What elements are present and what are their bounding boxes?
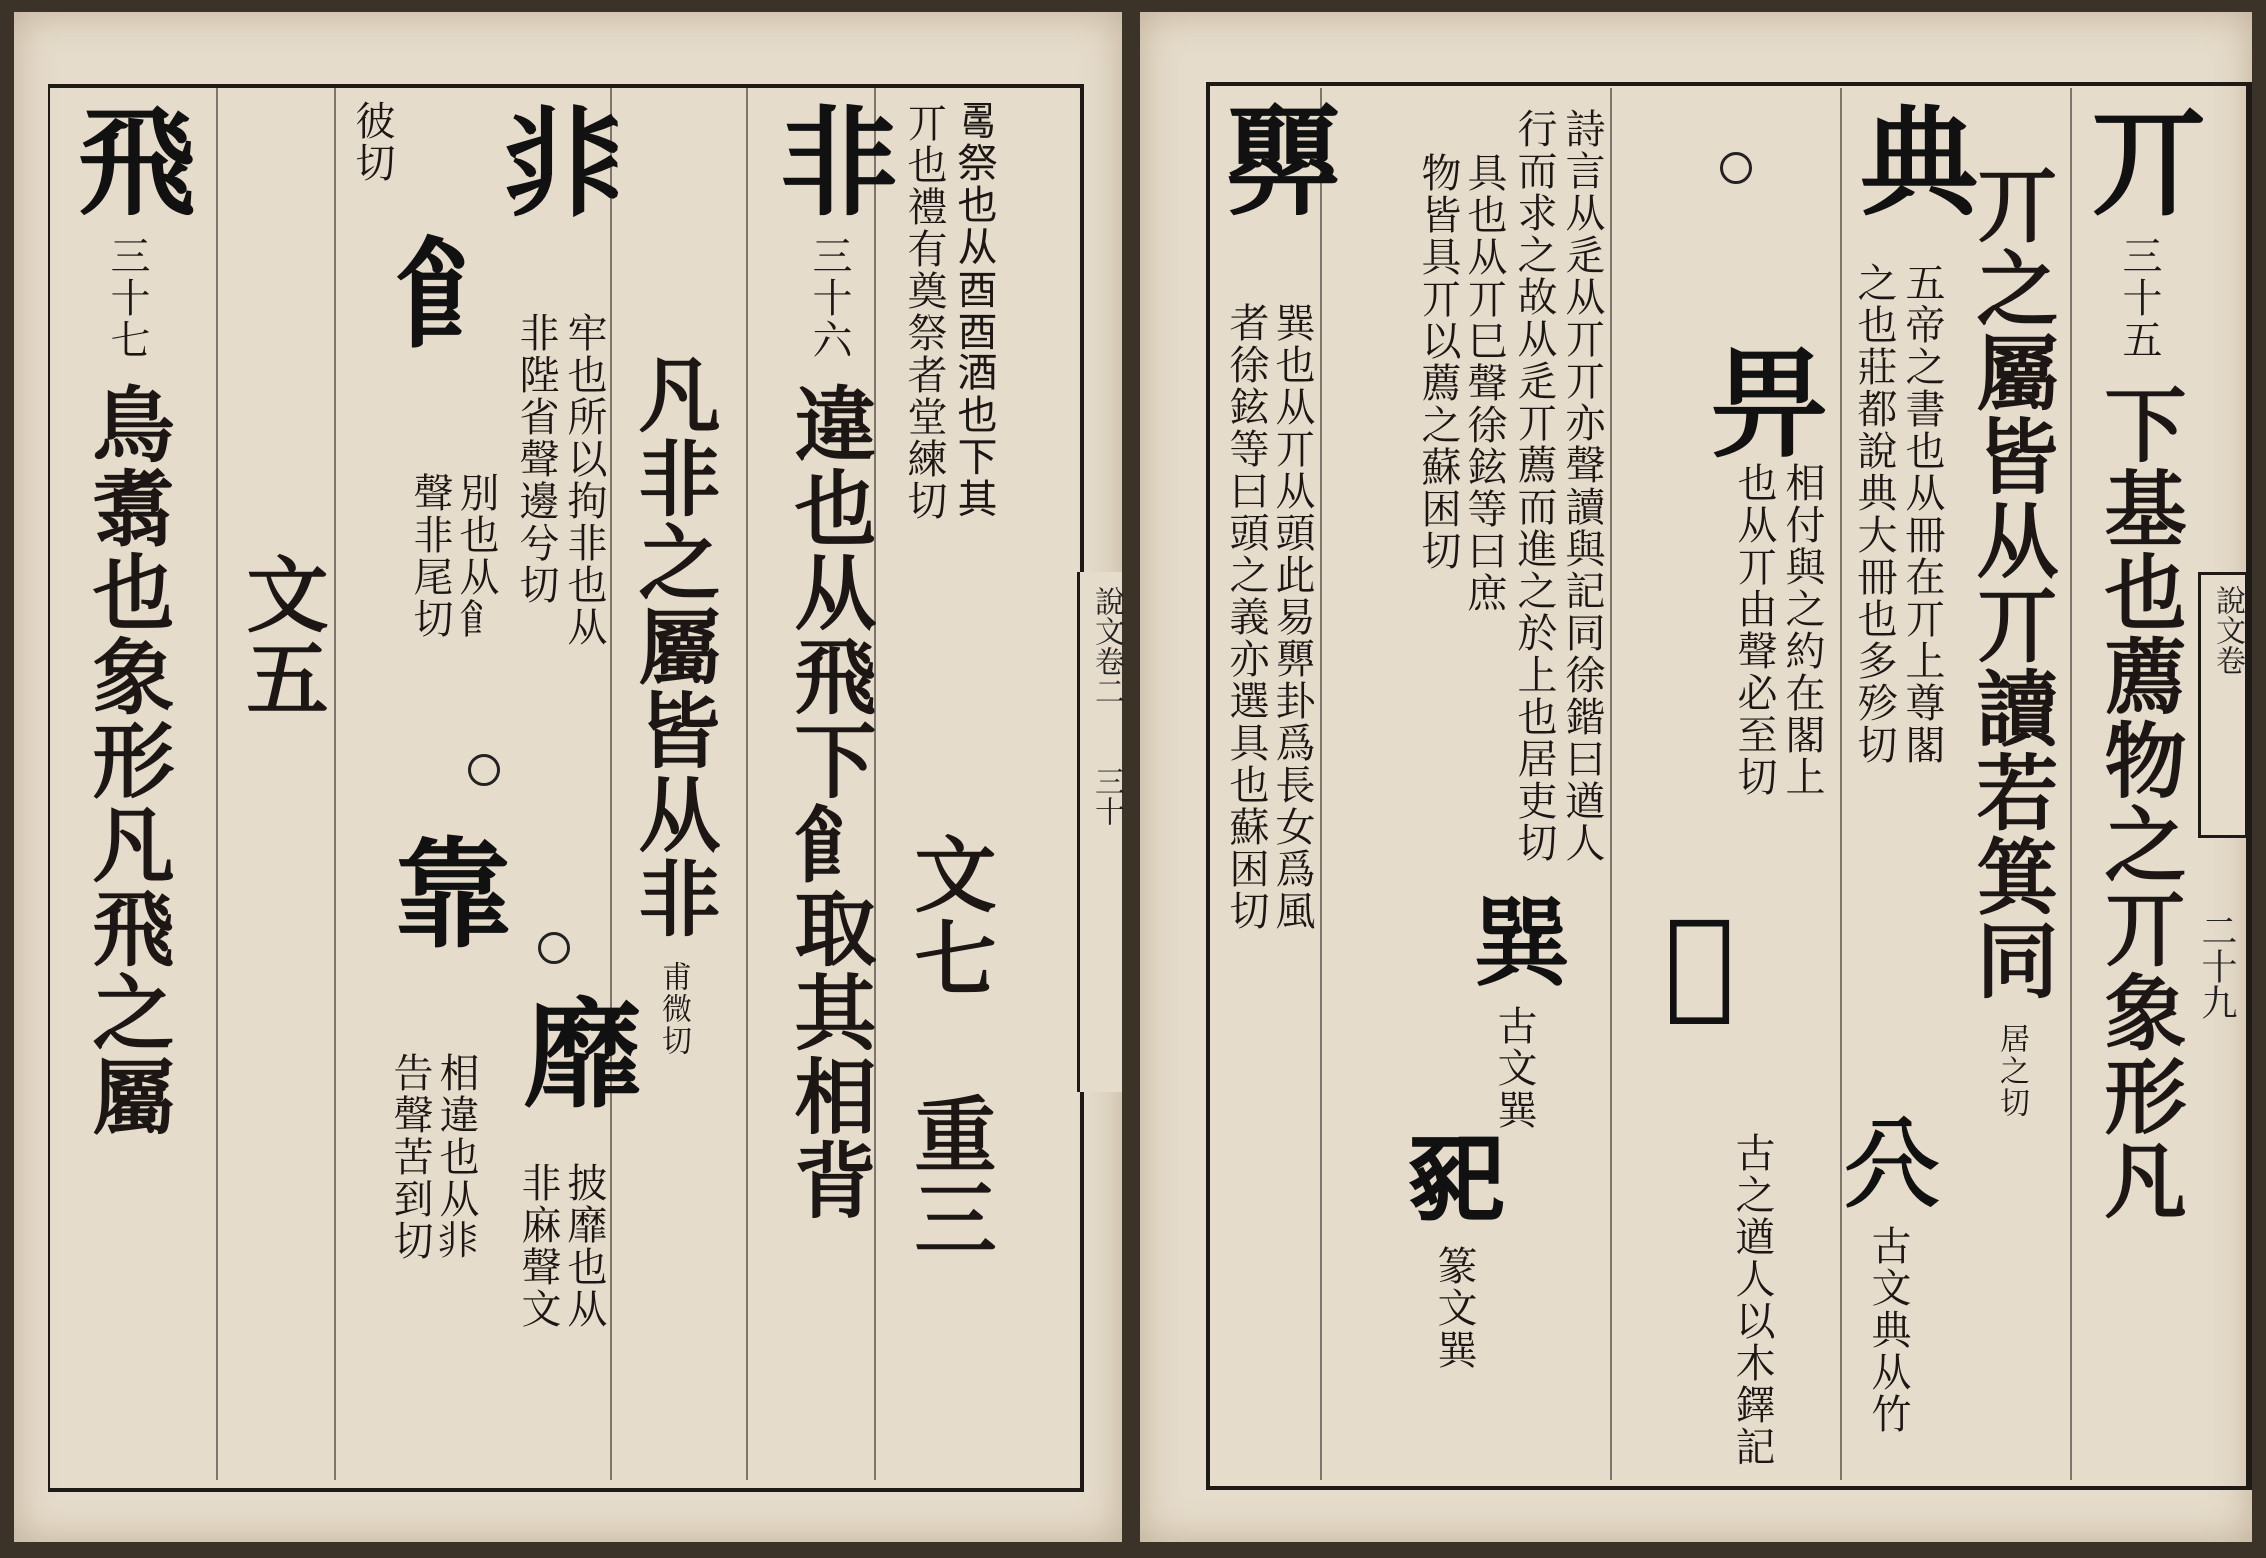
gloss-line: 牢也所以拘非也从 [561, 312, 607, 648]
column-rule [2070, 88, 2072, 1480]
seal-character: 𢁁 [1398, 1132, 1511, 1224]
count-text: 文七 [901, 832, 997, 1000]
entry-text: 丌之屬皆从丌讀若箕同 [1963, 162, 2059, 1002]
gloss-line: 相付與之約在閣上 [1779, 462, 1825, 798]
section-number: 三十五 [2116, 235, 2162, 361]
column-rule [610, 88, 612, 1480]
variant-note: 古文典从竹 [1865, 1225, 1911, 1435]
entry-column [1398, 1132, 1511, 1371]
seal-character: 靠 [374, 832, 513, 946]
entry-column [1720, 152, 1752, 184]
entry-column [350, 100, 394, 184]
circle-mark-icon [468, 754, 500, 786]
circle-mark-icon [1720, 152, 1752, 184]
gloss-line: 非陛省聲邊兮切 [513, 312, 559, 606]
gloss-line: 五帝之書也从冊在丌上尊閣 [1899, 262, 1945, 766]
right-margin-tab-text: 說文卷 [2210, 585, 2245, 675]
side-gloss: 彼切 [349, 100, 395, 184]
left-margin-tab [1077, 572, 1122, 1092]
gloss-line: 別也从𩙿 [453, 472, 499, 640]
entry-column [1963, 162, 2059, 1119]
circle-mark-icon [538, 932, 570, 964]
entry-column [1832, 1112, 1945, 1435]
variant-note: 古文巽 [1491, 1005, 1537, 1131]
entry-fei-column [58, 100, 197, 1138]
section-number: 三十六 [806, 235, 852, 361]
gloss-line: 詩言从辵从丌丌亦聲讀與記同徐鍇曰遒人 [1559, 108, 1605, 864]
column-rule [746, 88, 748, 1480]
column-rule [1320, 88, 1322, 1480]
seal-character: 靡 [504, 992, 643, 1106]
entry-column [504, 992, 643, 1106]
entry-column [1458, 892, 1571, 1131]
column-rule [216, 88, 218, 1480]
gloss-line: 告聲苦到切 [387, 1052, 433, 1262]
seal-character: 𠀜 [1630, 892, 1769, 1027]
fanqie-note: 甫微切 [656, 961, 691, 1057]
right-margin-tab [2198, 572, 2248, 838]
entry-column [1840, 100, 1979, 214]
count-text: 重三 [901, 1092, 997, 1260]
left-page-number: 三十 [1089, 766, 1124, 826]
seal-character: 顨 [1204, 100, 1343, 214]
gloss-line: 丌也禮有奠祭者堂練切 [901, 102, 947, 522]
fanqie-note: 居之切 [1994, 1023, 2029, 1119]
gloss-line: 相違也从𩇨 [433, 1052, 479, 1262]
count-text: 文五 [233, 552, 329, 720]
seal-character: 巽 [1458, 892, 1571, 984]
gloss-line: 也从丌由聲必至切 [1731, 462, 1777, 798]
seal-character: 畀 [1690, 342, 1829, 456]
seal-character: 飛 [58, 100, 197, 214]
left-page [14, 12, 1122, 1542]
gloss-line: 古之遒人以木鐸記 [1729, 1132, 1775, 1468]
seal-character: 𩙿 [376, 232, 515, 346]
entry-column [625, 352, 721, 1057]
seal-character: 典 [1840, 100, 1979, 214]
entry-column [1690, 342, 1829, 456]
gloss-line: 披靡也从 [561, 1162, 607, 1330]
variant-note: 篆文巽 [1431, 1245, 1477, 1371]
entry-column [1204, 100, 1343, 214]
entry-text: 下基也薦物之丌象形凡 [2091, 382, 2187, 1222]
right-page-number: 二十九 [2196, 912, 2237, 1020]
entry-column [376, 232, 515, 346]
gloss-line: 之也莊都說典大冊也多殄切 [1851, 262, 1897, 766]
entry-fei2-column [760, 100, 899, 1222]
entry-column [490, 100, 629, 214]
gloss-line: 聲非尾切 [407, 472, 453, 640]
entry-text: 違也从飛下𩙿取其相背 [781, 382, 877, 1222]
gloss-line: 行而求之故从辵丌薦而進之於上也居吏切 [1511, 108, 1557, 864]
entry-text: 凡非之屬皆从非 [625, 352, 721, 940]
gloss-line: 具也从丌巳聲徐鉉等曰庶 [1461, 152, 1507, 614]
gloss-line: 𠷎祭也从酉酉酒也下其 [953, 102, 999, 522]
seal-character: 𩇨 [490, 100, 629, 214]
seal-character: 非 [760, 100, 899, 214]
section-number: 三十七 [104, 235, 150, 361]
column-rule [334, 88, 336, 1480]
entry-text: 鳥翥也象形凡飛之屬 [79, 382, 175, 1138]
left-margin-tab-text: 說文卷二 [1089, 586, 1124, 706]
gloss-line: 非麻聲文 [515, 1162, 561, 1330]
seal-character: 丌 [2070, 100, 2209, 214]
entry-ji-column [2070, 100, 2209, 1222]
gloss-line: 物皆具丌以薦之蘇困切 [1415, 152, 1461, 572]
entry-column [1630, 892, 1769, 1027]
entry-column [374, 832, 513, 946]
column-rule [1610, 88, 1612, 1480]
right-page [1140, 12, 2252, 1542]
seal-character: 𠔁 [1832, 1112, 1945, 1204]
gloss-line: 者徐鉉等曰頭之義亦選具也蘇困切 [1223, 302, 1269, 932]
gloss-line: 巽也从丌从頭此易顨卦爲長女爲風 [1269, 302, 1315, 932]
